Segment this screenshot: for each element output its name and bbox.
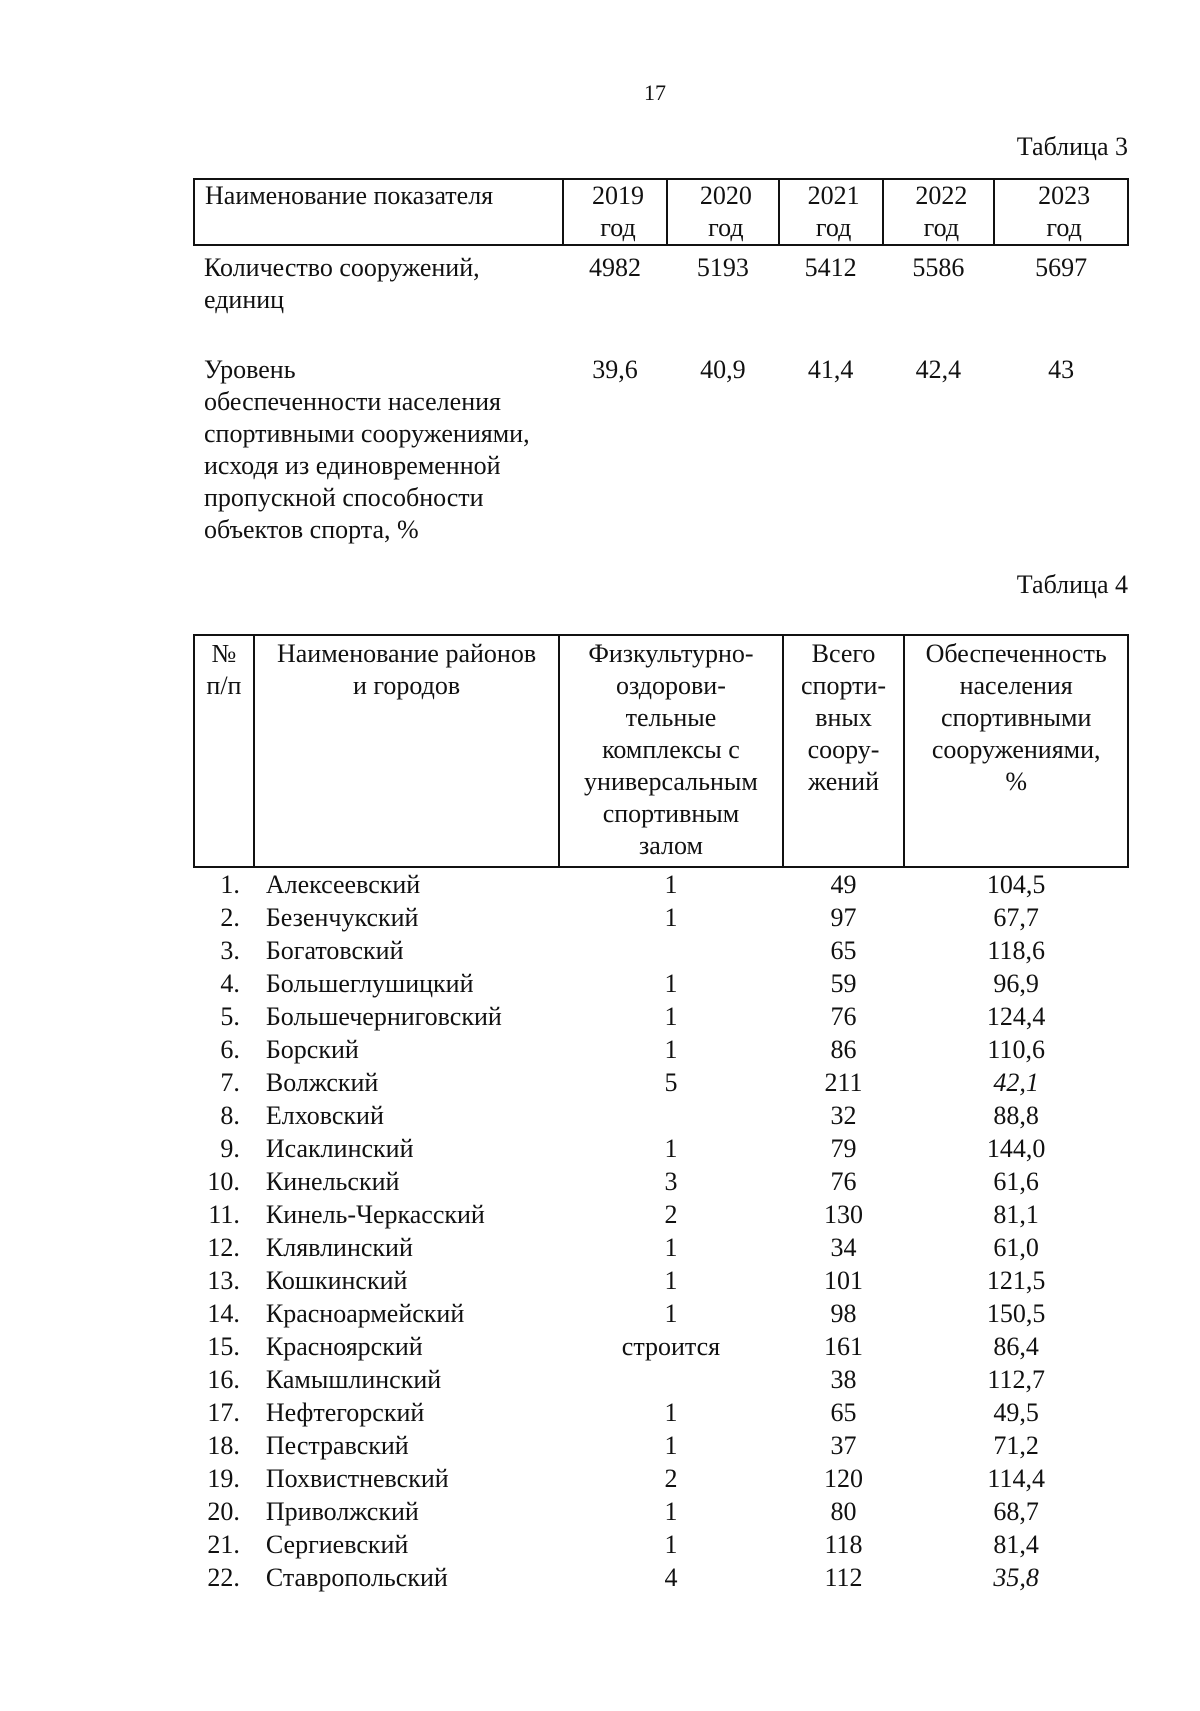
row-number: 10.	[207, 1167, 240, 1196]
header-line: и городов	[352, 671, 461, 700]
total-facilities: 65	[830, 1398, 857, 1427]
table3-row	[194, 348, 1128, 546]
header-line: спортивными	[940, 703, 1092, 732]
table3-row-label	[194, 348, 563, 546]
district-name: Волжский	[265, 1068, 379, 1097]
table4-header-num	[194, 635, 254, 867]
header-line: комплексы с	[602, 735, 740, 764]
table4-caption: Таблица 4	[1016, 570, 1128, 599]
table3-caption: Таблица 3	[1016, 132, 1128, 161]
provision-percent: 68,7	[993, 1497, 1039, 1526]
year-unit: год	[815, 213, 852, 242]
label-line: Количество сооружений,	[204, 253, 480, 282]
total-facilities: 37	[830, 1431, 857, 1460]
table-row	[194, 1033, 1128, 1066]
table3-header-row	[194, 179, 1128, 245]
provision-percent: 35,8	[993, 1563, 1039, 1592]
row-number: 11.	[208, 1200, 240, 1229]
complexes-count: 3	[664, 1167, 678, 1196]
row-number: 7.	[220, 1068, 240, 1097]
district-name: Алексеевский	[265, 870, 421, 899]
provision-percent: 110,6	[987, 1035, 1045, 1064]
district-name: Камышлинский	[265, 1365, 442, 1394]
header-line: универсальным	[584, 767, 758, 796]
header-line: Обеспеченность	[925, 639, 1107, 668]
row-number: 14.	[207, 1299, 240, 1328]
provision-percent: 112,7	[987, 1365, 1045, 1394]
header-line: залом	[638, 831, 703, 860]
label-line: единиц	[204, 285, 285, 314]
provision-percent: 88,8	[993, 1101, 1039, 1130]
district-name: Сергиевский	[265, 1530, 409, 1559]
table3-header-year	[667, 179, 779, 245]
provision-percent: 144,0	[986, 1134, 1046, 1163]
district-name: Пестравский	[265, 1431, 409, 1460]
header-line: Всего	[811, 639, 876, 668]
provision-percent: 114,4	[987, 1464, 1045, 1493]
header-line: Физкультурно-	[588, 639, 754, 668]
complexes-count: 1	[664, 1266, 678, 1295]
table3-header-year	[994, 179, 1128, 245]
row-number: 1.	[220, 870, 240, 899]
district-name: Клявлинский	[265, 1233, 413, 1262]
provision-percent: 71,2	[993, 1431, 1039, 1460]
total-facilities: 120	[824, 1464, 864, 1493]
table3-cell: 5697	[1035, 253, 1088, 282]
complexes-count: 1	[664, 1398, 678, 1427]
complexes-count: 1	[664, 1233, 678, 1262]
total-facilities: 38	[830, 1365, 857, 1394]
header-line: тельные	[625, 703, 717, 732]
table4-header-total	[783, 635, 905, 867]
label-line: обеспеченности населения	[204, 387, 501, 416]
table3-cell: 39,6	[592, 355, 638, 384]
row-number: 9.	[220, 1134, 240, 1163]
total-facilities: 32	[830, 1101, 857, 1130]
year-label: 2022	[915, 181, 968, 210]
year-unit: год	[923, 213, 960, 242]
table3-cell: 42,4	[915, 355, 962, 384]
row-number: 21.	[207, 1530, 240, 1559]
header-line: №	[211, 639, 237, 668]
provision-percent: 121,5	[986, 1266, 1046, 1295]
table-row	[194, 967, 1128, 1000]
complexes-count: строится	[621, 1332, 721, 1361]
table3-header-year	[883, 179, 995, 245]
year-label: 2021	[807, 181, 860, 210]
district-name: Богатовский	[265, 936, 404, 965]
table3-header-year	[779, 179, 883, 245]
complexes-count: 1	[664, 1299, 678, 1328]
table-row	[194, 1495, 1128, 1528]
total-facilities: 211	[824, 1068, 863, 1097]
provision-percent: 150,5	[986, 1299, 1046, 1328]
row-number: 22.	[207, 1563, 240, 1592]
district-name: Ставропольский	[265, 1563, 448, 1592]
district-name: Кошкинский	[265, 1266, 408, 1295]
total-facilities: 80	[830, 1497, 857, 1526]
table-row	[194, 1198, 1128, 1231]
table4-header-row	[194, 635, 1128, 867]
provision-percent: 42,1	[993, 1068, 1039, 1097]
district-name: Кинельский	[265, 1167, 400, 1196]
header-line: оздорови-	[616, 671, 726, 700]
district-name: Большеглушицкий	[265, 969, 474, 998]
table-row	[194, 1396, 1128, 1429]
provision-percent: 86,4	[993, 1332, 1039, 1361]
district-name: Кинель-Черкасский	[265, 1200, 485, 1229]
total-facilities: 79	[830, 1134, 857, 1163]
table3-cell: 40,9	[700, 355, 746, 384]
row-number: 2.	[220, 903, 240, 932]
table-row	[194, 1297, 1128, 1330]
district-name: Елховский	[265, 1101, 384, 1130]
provision-percent: 61,6	[993, 1167, 1039, 1196]
total-facilities: 86	[830, 1035, 857, 1064]
header-line: Наименование районов	[276, 639, 537, 668]
table-row	[194, 1099, 1128, 1132]
row-number: 5.	[220, 1002, 240, 1031]
district-name: Исаклинский	[265, 1134, 414, 1163]
complexes-count: 1	[664, 1497, 678, 1526]
label-line: пропускной способности	[204, 483, 484, 512]
year-unit: год	[708, 213, 744, 242]
table4-header-name	[254, 635, 559, 867]
provision-percent: 49,5	[993, 1398, 1039, 1427]
table-row	[194, 1561, 1128, 1594]
total-facilities: 97	[830, 903, 857, 932]
complexes-count: 1	[664, 969, 678, 998]
table3-cell: 41,4	[807, 355, 854, 384]
row-number: 15.	[207, 1332, 240, 1361]
label-line: спортивными сооружениями,	[204, 419, 530, 448]
table-row	[194, 901, 1128, 934]
total-facilities: 59	[830, 969, 857, 998]
provision-percent: 118,6	[987, 936, 1045, 965]
table-row	[194, 1000, 1128, 1033]
table4-header-complexes	[559, 635, 783, 867]
table-row	[194, 1132, 1128, 1165]
row-number: 20.	[207, 1497, 240, 1526]
table-row	[194, 1066, 1128, 1099]
district-name: Красноармейский	[265, 1299, 465, 1328]
total-facilities: 49	[830, 870, 857, 899]
table4-header-provision	[904, 635, 1128, 867]
total-facilities: 118	[824, 1530, 863, 1559]
complexes-count: 1	[664, 1002, 678, 1031]
table3-row	[194, 245, 1128, 348]
table3-header-year	[563, 179, 667, 245]
table3-cell: 5586	[912, 253, 965, 282]
table-row	[194, 1363, 1128, 1396]
provision-percent: 96,9	[993, 969, 1039, 998]
complexes-count: 1	[664, 903, 678, 932]
table-row	[194, 1165, 1128, 1198]
header-line: сооружениями,	[931, 735, 1101, 764]
year-label: 2023	[1038, 181, 1091, 210]
table3-cell: 43	[1048, 355, 1075, 384]
year-label: 2020	[699, 181, 752, 210]
year-unit: год	[1046, 213, 1082, 242]
provision-percent: 124,4	[986, 1002, 1046, 1031]
header-line: %	[1005, 767, 1028, 796]
total-facilities: 98	[830, 1299, 857, 1328]
table-row	[194, 1462, 1128, 1495]
table-row	[194, 1231, 1128, 1264]
total-facilities: 34	[830, 1233, 857, 1262]
complexes-count: 4	[664, 1563, 678, 1592]
row-number: 3.	[220, 936, 240, 965]
provision-percent: 81,4	[993, 1530, 1039, 1559]
header-line: населения	[959, 671, 1073, 700]
row-number: 13.	[207, 1266, 240, 1295]
complexes-count	[559, 934, 783, 967]
provision-percent: 81,1	[993, 1200, 1039, 1229]
district-name: Похвистневский	[265, 1464, 449, 1493]
label-line: Уровень	[204, 355, 296, 384]
table3-header-name: Наименование показателя	[194, 179, 563, 245]
district-name: Красноярский	[265, 1332, 423, 1361]
header-line: п/п	[206, 671, 242, 700]
total-facilities: 65	[830, 936, 857, 965]
table-row	[194, 934, 1128, 967]
header-line: спортивным	[602, 799, 740, 828]
complexes-count	[559, 1099, 783, 1132]
district-name: Большечерниговский	[265, 1002, 502, 1031]
header-line: жений	[808, 767, 879, 796]
complexes-count: 1	[664, 1035, 678, 1064]
year-label: 2019	[592, 181, 645, 210]
total-facilities: 161	[824, 1332, 864, 1361]
table3-cell: 4982	[589, 253, 642, 282]
complexes-count: 1	[664, 1431, 678, 1460]
row-number: 8.	[220, 1101, 240, 1130]
table4-body	[194, 867, 1128, 1594]
table-row	[194, 1264, 1128, 1297]
complexes-count: 5	[664, 1068, 678, 1097]
district-name: Нефтегорский	[265, 1398, 425, 1427]
year-unit: год	[600, 213, 636, 242]
total-facilities: 76	[830, 1002, 857, 1031]
table-row	[194, 1528, 1128, 1561]
total-facilities: 76	[830, 1167, 857, 1196]
district-name: Борский	[265, 1035, 359, 1064]
label-line: объектов спорта, %	[204, 515, 419, 544]
complexes-count: 1	[664, 1134, 678, 1163]
complexes-count: 2	[664, 1200, 678, 1229]
district-name: Приволжский	[265, 1497, 419, 1526]
row-number: 16.	[207, 1365, 240, 1394]
row-number: 17.	[207, 1398, 240, 1427]
header-line: спорти-	[801, 671, 887, 700]
row-number: 19.	[207, 1464, 240, 1493]
row-number: 6.	[220, 1035, 240, 1064]
complexes-count: 1	[664, 870, 678, 899]
complexes-count: 2	[664, 1464, 678, 1493]
row-number: 12.	[207, 1233, 240, 1262]
page-number: 17	[644, 80, 666, 105]
provision-percent: 104,5	[986, 870, 1046, 899]
table-row	[194, 1330, 1128, 1363]
row-number: 4.	[220, 969, 240, 998]
total-facilities: 101	[824, 1266, 864, 1295]
table-row	[194, 1429, 1128, 1462]
provision-percent: 61,0	[993, 1233, 1039, 1262]
table3	[193, 178, 1129, 546]
label-line: исходя из единовременной	[204, 451, 501, 480]
header-line: вных	[815, 703, 872, 732]
table4	[193, 634, 1129, 1594]
provision-percent: 67,7	[993, 903, 1039, 932]
table3-cell: 5193	[696, 253, 749, 282]
table-row	[194, 867, 1128, 901]
complexes-count	[559, 1363, 783, 1396]
district-name: Безенчукский	[265, 903, 419, 932]
total-facilities: 130	[824, 1200, 864, 1229]
complexes-count: 1	[664, 1530, 678, 1559]
table3-cell: 5412	[804, 253, 857, 282]
total-facilities: 112	[824, 1563, 863, 1592]
table3-row-label	[194, 245, 563, 348]
row-number: 18.	[207, 1431, 240, 1460]
header-line: соору-	[807, 735, 880, 764]
